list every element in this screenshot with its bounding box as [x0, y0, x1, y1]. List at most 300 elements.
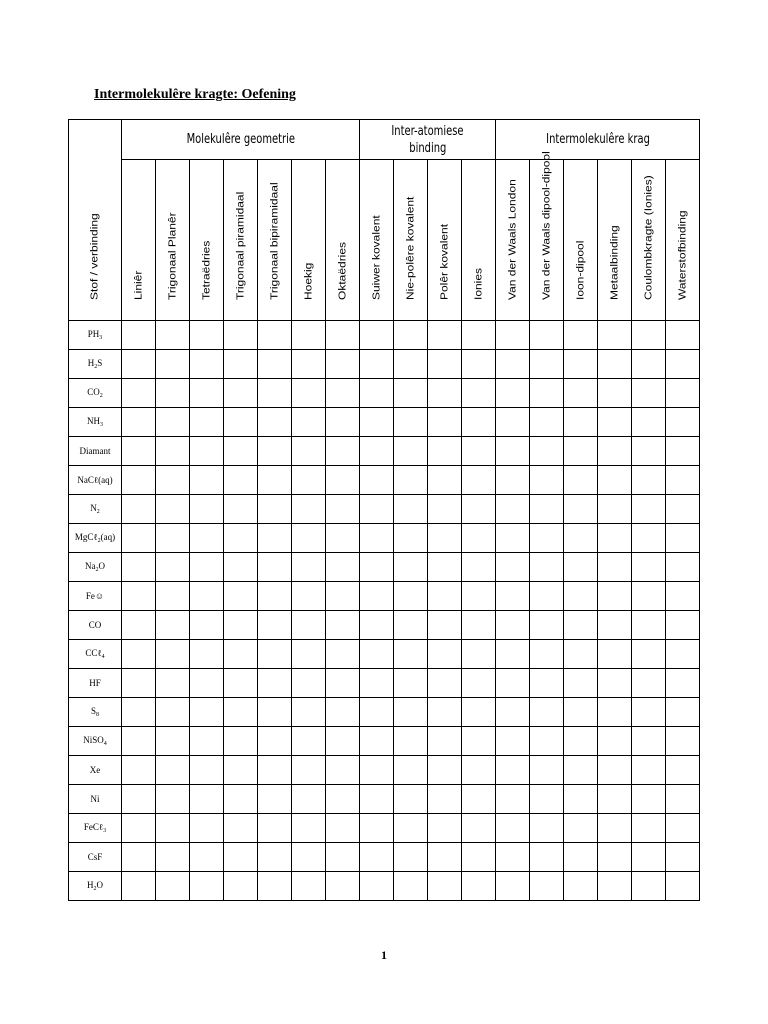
answer-cell[interactable] — [258, 553, 292, 582]
answer-cell[interactable] — [156, 843, 190, 872]
answer-cell[interactable] — [428, 698, 462, 727]
answer-cell[interactable] — [598, 785, 632, 814]
answer-cell[interactable] — [224, 814, 258, 843]
answer-cell[interactable] — [122, 553, 156, 582]
answer-cell[interactable] — [326, 756, 360, 785]
answer-cell[interactable] — [428, 408, 462, 437]
answer-cell[interactable] — [394, 843, 428, 872]
answer-cell[interactable] — [666, 843, 700, 872]
answer-cell[interactable] — [530, 698, 564, 727]
answer-cell[interactable] — [428, 466, 462, 495]
answer-cell[interactable] — [224, 785, 258, 814]
answer-cell[interactable] — [122, 814, 156, 843]
answer-cell[interactable] — [496, 553, 530, 582]
answer-cell[interactable] — [258, 611, 292, 640]
answer-cell[interactable] — [496, 698, 530, 727]
answer-cell[interactable] — [530, 495, 564, 524]
answer-cell[interactable] — [394, 611, 428, 640]
answer-cell[interactable] — [632, 524, 666, 553]
answer-cell[interactable] — [564, 350, 598, 379]
answer-cell[interactable] — [156, 872, 190, 901]
answer-cell[interactable] — [564, 379, 598, 408]
answer-cell[interactable] — [496, 466, 530, 495]
answer-cell[interactable] — [530, 408, 564, 437]
answer-cell[interactable] — [598, 756, 632, 785]
answer-cell[interactable] — [258, 843, 292, 872]
answer-cell[interactable] — [530, 872, 564, 901]
answer-cell[interactable] — [598, 669, 632, 698]
answer-cell[interactable] — [394, 756, 428, 785]
answer-cell[interactable] — [632, 611, 666, 640]
answer-cell[interactable] — [122, 611, 156, 640]
answer-cell[interactable] — [258, 350, 292, 379]
answer-cell[interactable] — [292, 321, 326, 350]
answer-cell[interactable] — [156, 321, 190, 350]
answer-cell[interactable] — [598, 843, 632, 872]
answer-cell[interactable] — [258, 524, 292, 553]
answer-cell[interactable] — [564, 843, 598, 872]
answer-cell[interactable] — [190, 785, 224, 814]
answer-cell[interactable] — [632, 495, 666, 524]
answer-cell[interactable] — [428, 669, 462, 698]
answer-cell[interactable] — [190, 611, 224, 640]
answer-cell[interactable] — [666, 495, 700, 524]
answer-cell[interactable] — [428, 814, 462, 843]
answer-cell[interactable] — [428, 640, 462, 669]
answer-cell[interactable] — [496, 843, 530, 872]
answer-cell[interactable] — [530, 350, 564, 379]
answer-cell[interactable] — [360, 524, 394, 553]
answer-cell[interactable] — [258, 814, 292, 843]
answer-cell[interactable] — [462, 756, 496, 785]
answer-cell[interactable] — [632, 843, 666, 872]
answer-cell[interactable] — [360, 582, 394, 611]
answer-cell[interactable] — [292, 872, 326, 901]
answer-cell[interactable] — [122, 350, 156, 379]
answer-cell[interactable] — [292, 379, 326, 408]
answer-cell[interactable] — [632, 698, 666, 727]
answer-cell[interactable] — [292, 553, 326, 582]
answer-cell[interactable] — [122, 640, 156, 669]
answer-cell[interactable] — [632, 553, 666, 582]
answer-cell[interactable] — [224, 669, 258, 698]
answer-cell[interactable] — [666, 814, 700, 843]
answer-cell[interactable] — [258, 321, 292, 350]
answer-cell[interactable] — [462, 495, 496, 524]
answer-cell[interactable] — [258, 872, 292, 901]
answer-cell[interactable] — [258, 408, 292, 437]
answer-cell[interactable] — [224, 611, 258, 640]
answer-cell[interactable] — [428, 611, 462, 640]
answer-cell[interactable] — [360, 466, 394, 495]
answer-cell[interactable] — [530, 437, 564, 466]
answer-cell[interactable] — [564, 524, 598, 553]
answer-cell[interactable] — [666, 350, 700, 379]
answer-cell[interactable] — [666, 785, 700, 814]
answer-cell[interactable] — [394, 727, 428, 756]
answer-cell[interactable] — [326, 640, 360, 669]
answer-cell[interactable] — [666, 611, 700, 640]
answer-cell[interactable] — [326, 843, 360, 872]
answer-cell[interactable] — [326, 495, 360, 524]
answer-cell[interactable] — [462, 553, 496, 582]
answer-cell[interactable] — [292, 437, 326, 466]
answer-cell[interactable] — [292, 611, 326, 640]
answer-cell[interactable] — [530, 785, 564, 814]
answer-cell[interactable] — [190, 756, 224, 785]
answer-cell[interactable] — [156, 640, 190, 669]
answer-cell[interactable] — [428, 495, 462, 524]
answer-cell[interactable] — [394, 495, 428, 524]
answer-cell[interactable] — [258, 437, 292, 466]
answer-cell[interactable] — [292, 408, 326, 437]
answer-cell[interactable] — [190, 350, 224, 379]
answer-cell[interactable] — [360, 698, 394, 727]
answer-cell[interactable] — [564, 437, 598, 466]
answer-cell[interactable] — [156, 756, 190, 785]
answer-cell[interactable] — [632, 669, 666, 698]
answer-cell[interactable] — [462, 727, 496, 756]
answer-cell[interactable] — [122, 524, 156, 553]
answer-cell[interactable] — [258, 640, 292, 669]
answer-cell[interactable] — [190, 495, 224, 524]
answer-cell[interactable] — [530, 669, 564, 698]
answer-cell[interactable] — [496, 640, 530, 669]
answer-cell[interactable] — [530, 640, 564, 669]
answer-cell[interactable] — [394, 524, 428, 553]
answer-cell[interactable] — [530, 379, 564, 408]
answer-cell[interactable] — [394, 437, 428, 466]
answer-cell[interactable] — [462, 814, 496, 843]
answer-cell[interactable] — [224, 495, 258, 524]
answer-cell[interactable] — [564, 872, 598, 901]
answer-cell[interactable] — [564, 756, 598, 785]
answer-cell[interactable] — [598, 872, 632, 901]
answer-cell[interactable] — [394, 408, 428, 437]
answer-cell[interactable] — [598, 553, 632, 582]
answer-cell[interactable] — [156, 698, 190, 727]
answer-cell[interactable] — [360, 727, 394, 756]
answer-cell[interactable] — [122, 756, 156, 785]
answer-cell[interactable] — [190, 814, 224, 843]
answer-cell[interactable] — [428, 727, 462, 756]
answer-cell[interactable] — [564, 408, 598, 437]
answer-cell[interactable] — [666, 872, 700, 901]
answer-cell[interactable] — [428, 785, 462, 814]
answer-cell[interactable] — [428, 379, 462, 408]
answer-cell[interactable] — [598, 437, 632, 466]
answer-cell[interactable] — [360, 350, 394, 379]
answer-cell[interactable] — [428, 350, 462, 379]
answer-cell[interactable] — [632, 814, 666, 843]
answer-cell[interactable] — [156, 814, 190, 843]
answer-cell[interactable] — [496, 582, 530, 611]
answer-cell[interactable] — [258, 379, 292, 408]
answer-cell[interactable] — [394, 669, 428, 698]
answer-cell[interactable] — [122, 785, 156, 814]
answer-cell[interactable] — [360, 640, 394, 669]
answer-cell[interactable] — [292, 582, 326, 611]
answer-cell[interactable] — [190, 553, 224, 582]
answer-cell[interactable] — [496, 785, 530, 814]
answer-cell[interactable] — [156, 785, 190, 814]
answer-cell[interactable] — [666, 582, 700, 611]
answer-cell[interactable] — [190, 408, 224, 437]
answer-cell[interactable] — [326, 321, 360, 350]
answer-cell[interactable] — [326, 524, 360, 553]
answer-cell[interactable] — [666, 727, 700, 756]
answer-cell[interactable] — [496, 408, 530, 437]
answer-cell[interactable] — [530, 553, 564, 582]
answer-cell[interactable] — [496, 524, 530, 553]
answer-cell[interactable] — [360, 814, 394, 843]
answer-cell[interactable] — [496, 872, 530, 901]
answer-cell[interactable] — [394, 350, 428, 379]
answer-cell[interactable] — [462, 843, 496, 872]
answer-cell[interactable] — [598, 524, 632, 553]
answer-cell[interactable] — [156, 408, 190, 437]
answer-cell[interactable] — [394, 785, 428, 814]
answer-cell[interactable] — [326, 408, 360, 437]
answer-cell[interactable] — [598, 727, 632, 756]
answer-cell[interactable] — [496, 321, 530, 350]
answer-cell[interactable] — [666, 756, 700, 785]
answer-cell[interactable] — [666, 524, 700, 553]
answer-cell[interactable] — [258, 785, 292, 814]
answer-cell[interactable] — [360, 756, 394, 785]
answer-cell[interactable] — [122, 669, 156, 698]
answer-cell[interactable] — [666, 408, 700, 437]
answer-cell[interactable] — [326, 582, 360, 611]
answer-cell[interactable] — [224, 843, 258, 872]
answer-cell[interactable] — [224, 553, 258, 582]
answer-cell[interactable] — [292, 785, 326, 814]
answer-cell[interactable] — [224, 524, 258, 553]
answer-cell[interactable] — [326, 814, 360, 843]
answer-cell[interactable] — [462, 640, 496, 669]
answer-cell[interactable] — [598, 408, 632, 437]
answer-cell[interactable] — [326, 669, 360, 698]
answer-cell[interactable] — [326, 611, 360, 640]
answer-cell[interactable] — [326, 698, 360, 727]
answer-cell[interactable] — [122, 379, 156, 408]
answer-cell[interactable] — [598, 611, 632, 640]
answer-cell[interactable] — [598, 640, 632, 669]
answer-cell[interactable] — [258, 669, 292, 698]
answer-cell[interactable] — [360, 408, 394, 437]
answer-cell[interactable] — [598, 582, 632, 611]
answer-cell[interactable] — [428, 321, 462, 350]
answer-cell[interactable] — [530, 466, 564, 495]
answer-cell[interactable] — [598, 466, 632, 495]
answer-cell[interactable] — [224, 582, 258, 611]
answer-cell[interactable] — [564, 466, 598, 495]
answer-cell[interactable] — [564, 582, 598, 611]
answer-cell[interactable] — [360, 379, 394, 408]
answer-cell[interactable] — [292, 698, 326, 727]
answer-cell[interactable] — [666, 669, 700, 698]
answer-cell[interactable] — [462, 437, 496, 466]
answer-cell[interactable] — [360, 785, 394, 814]
answer-cell[interactable] — [394, 698, 428, 727]
answer-cell[interactable] — [598, 321, 632, 350]
answer-cell[interactable] — [428, 843, 462, 872]
answer-cell[interactable] — [564, 640, 598, 669]
answer-cell[interactable] — [156, 524, 190, 553]
answer-cell[interactable] — [122, 408, 156, 437]
answer-cell[interactable] — [190, 843, 224, 872]
answer-cell[interactable] — [156, 611, 190, 640]
answer-cell[interactable] — [462, 321, 496, 350]
answer-cell[interactable] — [190, 669, 224, 698]
answer-cell[interactable] — [496, 814, 530, 843]
answer-cell[interactable] — [564, 553, 598, 582]
answer-cell[interactable] — [326, 872, 360, 901]
answer-cell[interactable] — [428, 553, 462, 582]
answer-cell[interactable] — [156, 669, 190, 698]
answer-cell[interactable] — [598, 814, 632, 843]
answer-cell[interactable] — [190, 582, 224, 611]
answer-cell[interactable] — [360, 611, 394, 640]
answer-cell[interactable] — [190, 727, 224, 756]
answer-cell[interactable] — [496, 756, 530, 785]
answer-cell[interactable] — [292, 466, 326, 495]
answer-cell[interactable] — [258, 698, 292, 727]
answer-cell[interactable] — [632, 756, 666, 785]
answer-cell[interactable] — [360, 321, 394, 350]
answer-cell[interactable] — [190, 524, 224, 553]
answer-cell[interactable] — [428, 872, 462, 901]
answer-cell[interactable] — [190, 379, 224, 408]
answer-cell[interactable] — [258, 727, 292, 756]
answer-cell[interactable] — [292, 727, 326, 756]
answer-cell[interactable] — [326, 437, 360, 466]
answer-cell[interactable] — [122, 437, 156, 466]
answer-cell[interactable] — [122, 466, 156, 495]
answer-cell[interactable] — [292, 843, 326, 872]
answer-cell[interactable] — [224, 350, 258, 379]
answer-cell[interactable] — [156, 379, 190, 408]
answer-cell[interactable] — [530, 843, 564, 872]
answer-cell[interactable] — [564, 321, 598, 350]
answer-cell[interactable] — [530, 727, 564, 756]
answer-cell[interactable] — [224, 640, 258, 669]
answer-cell[interactable] — [394, 814, 428, 843]
answer-cell[interactable] — [496, 437, 530, 466]
answer-cell[interactable] — [632, 466, 666, 495]
answer-cell[interactable] — [530, 321, 564, 350]
answer-cell[interactable] — [360, 843, 394, 872]
answer-cell[interactable] — [564, 611, 598, 640]
answer-cell[interactable] — [462, 785, 496, 814]
answer-cell[interactable] — [360, 437, 394, 466]
answer-cell[interactable] — [190, 698, 224, 727]
answer-cell[interactable] — [564, 698, 598, 727]
answer-cell[interactable] — [224, 756, 258, 785]
answer-cell[interactable] — [326, 350, 360, 379]
answer-cell[interactable] — [496, 669, 530, 698]
answer-cell[interactable] — [224, 408, 258, 437]
answer-cell[interactable] — [666, 437, 700, 466]
answer-cell[interactable] — [156, 350, 190, 379]
answer-cell[interactable] — [564, 495, 598, 524]
answer-cell[interactable] — [666, 466, 700, 495]
answer-cell[interactable] — [666, 698, 700, 727]
answer-cell[interactable] — [666, 553, 700, 582]
answer-cell[interactable] — [632, 640, 666, 669]
answer-cell[interactable] — [156, 727, 190, 756]
answer-cell[interactable] — [394, 553, 428, 582]
answer-cell[interactable] — [190, 640, 224, 669]
answer-cell[interactable] — [292, 495, 326, 524]
answer-cell[interactable] — [632, 408, 666, 437]
answer-cell[interactable] — [224, 437, 258, 466]
answer-cell[interactable] — [462, 350, 496, 379]
answer-cell[interactable] — [224, 872, 258, 901]
answer-cell[interactable] — [428, 582, 462, 611]
answer-cell[interactable] — [292, 669, 326, 698]
answer-cell[interactable] — [462, 872, 496, 901]
answer-cell[interactable] — [190, 437, 224, 466]
answer-cell[interactable] — [190, 872, 224, 901]
answer-cell[interactable] — [462, 466, 496, 495]
answer-cell[interactable] — [530, 524, 564, 553]
answer-cell[interactable] — [156, 466, 190, 495]
answer-cell[interactable] — [360, 495, 394, 524]
answer-cell[interactable] — [598, 698, 632, 727]
answer-cell[interactable] — [666, 321, 700, 350]
answer-cell[interactable] — [598, 379, 632, 408]
answer-cell[interactable] — [292, 814, 326, 843]
answer-cell[interactable] — [462, 611, 496, 640]
answer-cell[interactable] — [122, 582, 156, 611]
answer-cell[interactable] — [496, 379, 530, 408]
answer-cell[interactable] — [360, 553, 394, 582]
answer-cell[interactable] — [122, 495, 156, 524]
answer-cell[interactable] — [462, 582, 496, 611]
answer-cell[interactable] — [598, 350, 632, 379]
answer-cell[interactable] — [496, 495, 530, 524]
answer-cell[interactable] — [156, 495, 190, 524]
answer-cell[interactable] — [632, 582, 666, 611]
answer-cell[interactable] — [360, 872, 394, 901]
answer-cell[interactable] — [598, 495, 632, 524]
answer-cell[interactable] — [564, 727, 598, 756]
answer-cell[interactable] — [224, 698, 258, 727]
answer-cell[interactable] — [292, 640, 326, 669]
answer-cell[interactable] — [326, 727, 360, 756]
answer-cell[interactable] — [564, 669, 598, 698]
answer-cell[interactable] — [666, 379, 700, 408]
answer-cell[interactable] — [632, 437, 666, 466]
answer-cell[interactable] — [122, 872, 156, 901]
answer-cell[interactable] — [190, 321, 224, 350]
answer-cell[interactable] — [394, 379, 428, 408]
answer-cell[interactable] — [326, 785, 360, 814]
answer-cell[interactable] — [156, 437, 190, 466]
answer-cell[interactable] — [462, 408, 496, 437]
answer-cell[interactable] — [156, 582, 190, 611]
answer-cell[interactable] — [632, 727, 666, 756]
answer-cell[interactable] — [564, 814, 598, 843]
answer-cell[interactable] — [224, 321, 258, 350]
answer-cell[interactable] — [496, 727, 530, 756]
answer-cell[interactable] — [666, 640, 700, 669]
answer-cell[interactable] — [564, 785, 598, 814]
answer-cell[interactable] — [224, 379, 258, 408]
answer-cell[interactable] — [632, 321, 666, 350]
answer-cell[interactable] — [190, 466, 224, 495]
